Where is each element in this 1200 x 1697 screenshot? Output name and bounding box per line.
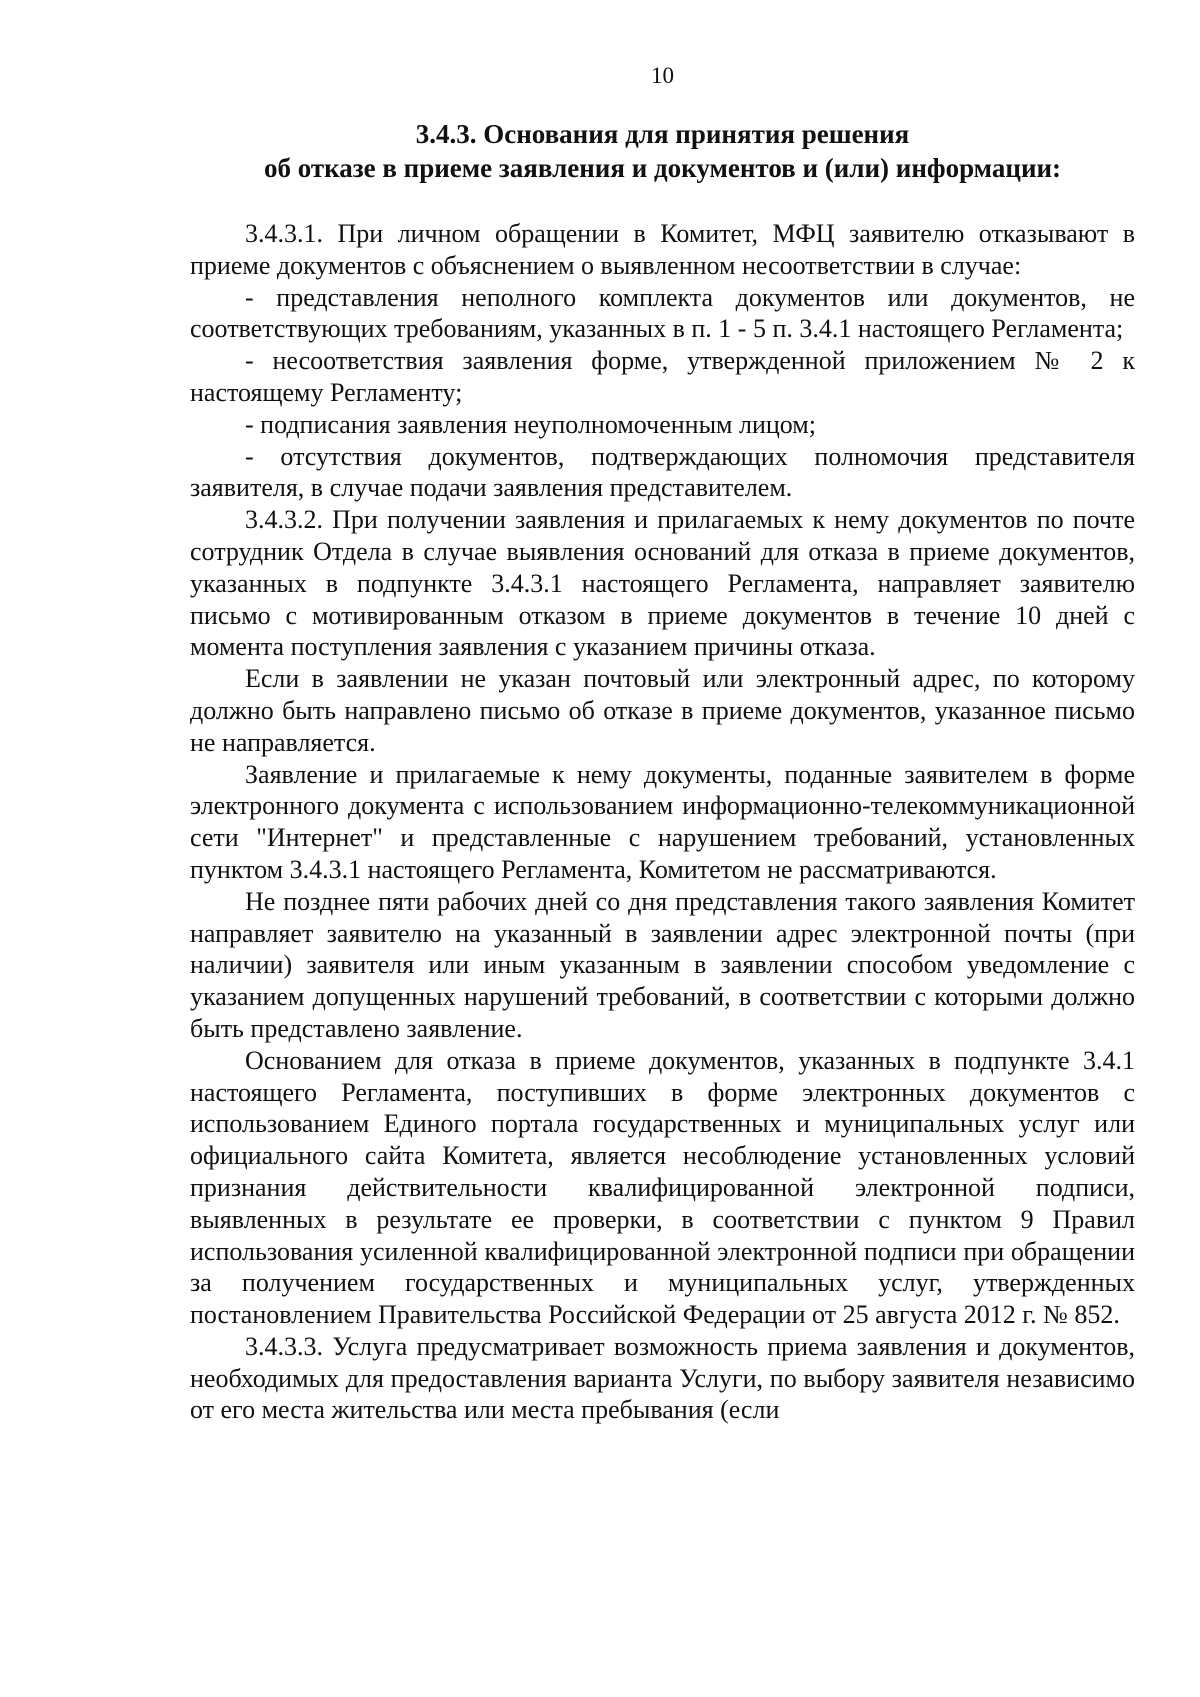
paragraph-no-address: Если в заявлении не указан почтовый или электронный адрес, по которому должно быть направлено письмо об отказе в приеме документов, указанное письмо не направляется.: [190, 664, 1135, 757]
page-number: 10: [651, 63, 674, 88]
paragraph-electronic-submission: Заявление и прилагаемые к нему документы, поданные заявителем в форме электронного документа с использованием информационно-телекоммуникационной сети "Интернет" и представленные с нарушением требований, установленных пунктом 3.4.3.1 настоящего Регламента, Комитетом не рассматриваются.: [190, 759, 1135, 884]
section-heading-line-1: 3.4.3. Основания для принятия решения: [415, 119, 910, 149]
paragraph-3-4-3-3: 3.4.3.3. Услуга предусматривает возможность приема заявления и документов, необходимых для предоставления варианта Услуги, по выбору заявителя независимо от его места жительства или места пребывания (если: [190, 1331, 1135, 1425]
list-item-form-mismatch: - несоответствия заявления форме, утвержденной приложением № 2 к настоящему Регламенту;: [190, 346, 1135, 407]
section-heading-line-2: об отказе в приеме заявления и документов и (или) информации:: [263, 153, 1062, 183]
paragraph-notification: Не позднее пяти рабочих дней со дня представления такого заявления Комитет направляет заявителю на указанный в заявлении адрес электронной почты (при наличии) заявителя или иным указанным в заявлении способом уведомление с указанием допущенных нарушений требований, в соответствии с которыми должно быть представлено заявление.: [190, 886, 1135, 1043]
paragraph-signature-refusal: Основанием для отказа в приеме документов, указанных в подпункте 3.4.1 настоящего Регламента, поступивших в форме электронных документов с использованием Единого портала государственных и муниципальных услуг или официального сайта Комитета, является несоблюдение установленных условий признания действительности квалифицированной электронной подписи, выявленных в результате ее проверки, в соответствии с пунктом 9 Правил использования усиленной квалифицированной электронной подписи при обращении за получением государственных и муниципальных услуг, утвержденных постановлением Правительства Российской Федерации от 25 августа 2012 г. № 852.: [190, 1045, 1135, 1330]
section-heading: [190, 117, 1135, 185]
body-text: [190, 218, 1135, 1426]
paragraph-3-4-3-2: 3.4.3.2. При получении заявления и прилагаемых к нему документов по почте сотрудник Отдела в случае выявления оснований для отказа в приеме документов, указанных в подпункте 3.4.3.1 настоящего Регламента, направляет заявителю письмо с мотивированным отказом в приеме документов в течение 10 дней с момента поступления заявления с указанием причины отказа.: [190, 505, 1135, 662]
list-item-missing-authority: - отсутствия документов, подтверждающих полномочия представителя заявителя, в случае подачи заявления представителем.: [190, 441, 1135, 503]
list-item-unauthorized-signer: - подписания заявления неуполномоченным лицом;: [245, 409, 816, 439]
list-item-incomplete-documents: - представления неполного комплекта документов или документов, не соответствующих требованиям, указанных в п. 1 - 5 п. 3.4.1 настоящего Регламента;: [190, 282, 1135, 344]
paragraph-3-4-3-1: 3.4.3.1. При личном обращении в Комитет, МФЦ заявителю отказывают в приеме документов с объяснением о выявленном несоответствии в случае:: [190, 219, 1135, 280]
